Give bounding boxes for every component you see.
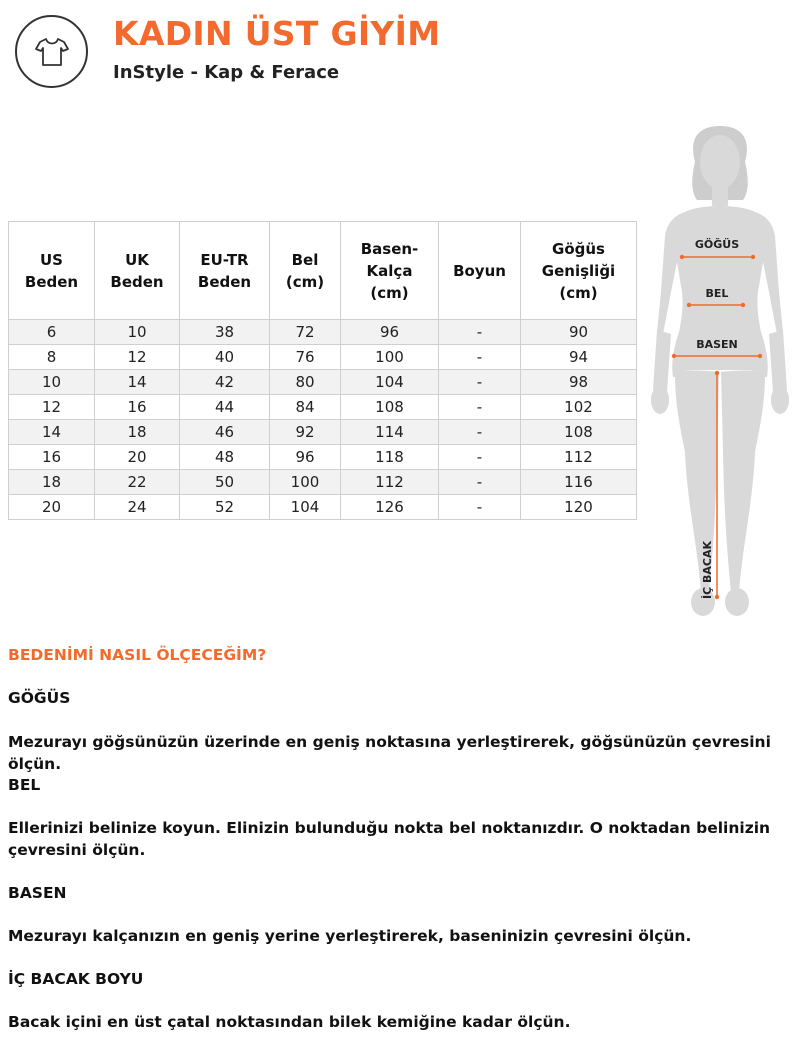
guide-chest-title: GÖĞÜS	[8, 689, 71, 707]
table-row	[9, 320, 637, 345]
page-title: KADIN ÜST GİYİM	[113, 14, 441, 53]
table-cell: 6	[9, 320, 95, 345]
table-cell: 104	[270, 495, 341, 520]
table-cell: 44	[180, 395, 270, 420]
table-cell: 16	[9, 445, 95, 470]
hip-label: BASEN	[696, 338, 738, 351]
table-row	[9, 395, 637, 420]
table-cell: 98	[521, 370, 637, 395]
table-header-row	[9, 222, 637, 320]
table-cell: 20	[95, 445, 180, 470]
table-cell: -	[439, 395, 521, 420]
table-cell: 52	[180, 495, 270, 520]
table-cell: 104	[341, 370, 439, 395]
table-cell: 50	[180, 470, 270, 495]
table-cell: 100	[270, 470, 341, 495]
table-cell: 120	[521, 495, 637, 520]
table-cell: 102	[521, 395, 637, 420]
table-cell: -	[439, 370, 521, 395]
table-cell: 12	[95, 345, 180, 370]
female-silhouette	[651, 126, 789, 616]
table-cell: 18	[9, 470, 95, 495]
size-table	[8, 221, 637, 520]
table-cell: -	[439, 345, 521, 370]
table-row	[9, 370, 637, 395]
guide-inseam-title: İÇ BACAK BOYU	[8, 970, 144, 988]
col-header-neck: Boyun	[439, 222, 521, 320]
table-cell: 40	[180, 345, 270, 370]
col-header-us: US Beden	[9, 222, 95, 320]
table-cell: 116	[521, 470, 637, 495]
table-cell: -	[439, 420, 521, 445]
table-cell: 10	[95, 320, 180, 345]
table-cell: 10	[9, 370, 95, 395]
table-row	[9, 345, 637, 370]
table-cell: 112	[341, 470, 439, 495]
table-cell: 16	[95, 395, 180, 420]
body-measurement-figure	[645, 122, 795, 622]
table-cell: 38	[180, 320, 270, 345]
table-cell: -	[439, 470, 521, 495]
table-cell: 92	[270, 420, 341, 445]
table-cell: 8	[9, 345, 95, 370]
table-cell: 108	[341, 395, 439, 420]
table-cell: 22	[95, 470, 180, 495]
page-subtitle: InStyle - Kap & Ferace	[113, 62, 340, 83]
table-cell: 48	[180, 445, 270, 470]
table-cell: 96	[341, 320, 439, 345]
table-cell: 94	[521, 345, 637, 370]
guide-chest-text: Mezurayı göğsünüzün üzerinde en geniş noktasına yerleştirerek, göğsünüzün çevresini ölçün.	[8, 733, 771, 773]
table-row	[9, 495, 637, 520]
logo-badge	[15, 15, 88, 88]
table-cell: 18	[95, 420, 180, 445]
guide-hip-text: Mezurayı kalçanızın en geniş yerine yerleştirerek, baseninizin çevresini ölçün.	[8, 927, 692, 945]
guide-inseam-text: Bacak içini en üst çatal noktasından bilek kemiğine kadar ölçün.	[8, 1013, 571, 1031]
table-row	[9, 470, 637, 495]
table-cell: -	[439, 495, 521, 520]
guide-hip-title: BASEN	[8, 884, 67, 902]
table-cell: 46	[180, 420, 270, 445]
table-cell: 126	[341, 495, 439, 520]
table-cell: 24	[95, 495, 180, 520]
table-cell: 76	[270, 345, 341, 370]
table-cell: 42	[180, 370, 270, 395]
guide-question: BEDENİMİ NASIL ÖLÇECEĞİM?	[8, 646, 267, 664]
table-cell: 118	[341, 445, 439, 470]
guide-waist-text: Ellerinizi belinize koyun. Elinizin bulunduğu nokta bel noktanızdır. O noktadan belinizin çevresini ölçün.	[8, 819, 771, 859]
col-header-chest: Göğüs Genişliği (cm)	[521, 222, 637, 320]
table-cell: 72	[270, 320, 341, 345]
waist-label: BEL	[705, 287, 729, 300]
inseam-label: İÇ BACAK	[701, 540, 714, 599]
table-cell: 114	[341, 420, 439, 445]
table-cell: 20	[9, 495, 95, 520]
table-cell: 96	[270, 445, 341, 470]
col-header-eu-tr: EU-TR Beden	[180, 222, 270, 320]
table-cell: 84	[270, 395, 341, 420]
table-cell: 14	[9, 420, 95, 445]
table-cell: 90	[521, 320, 637, 345]
table-row	[9, 445, 637, 470]
col-header-hip: Basen- Kalça (cm)	[341, 222, 439, 320]
col-header-waist: Bel (cm)	[270, 222, 341, 320]
table-cell: 14	[95, 370, 180, 395]
table-cell: 80	[270, 370, 341, 395]
tshirt-icon	[34, 36, 70, 68]
table-cell: 112	[521, 445, 637, 470]
table-cell: 108	[521, 420, 637, 445]
table-cell: 12	[9, 395, 95, 420]
col-header-uk: UK Beden	[95, 222, 180, 320]
table-cell: -	[439, 445, 521, 470]
table-cell: -	[439, 320, 521, 345]
table-row	[9, 420, 637, 445]
guide-waist-title: BEL	[8, 776, 41, 794]
chest-label: GÖĞÜS	[694, 238, 740, 251]
table-cell: 100	[341, 345, 439, 370]
